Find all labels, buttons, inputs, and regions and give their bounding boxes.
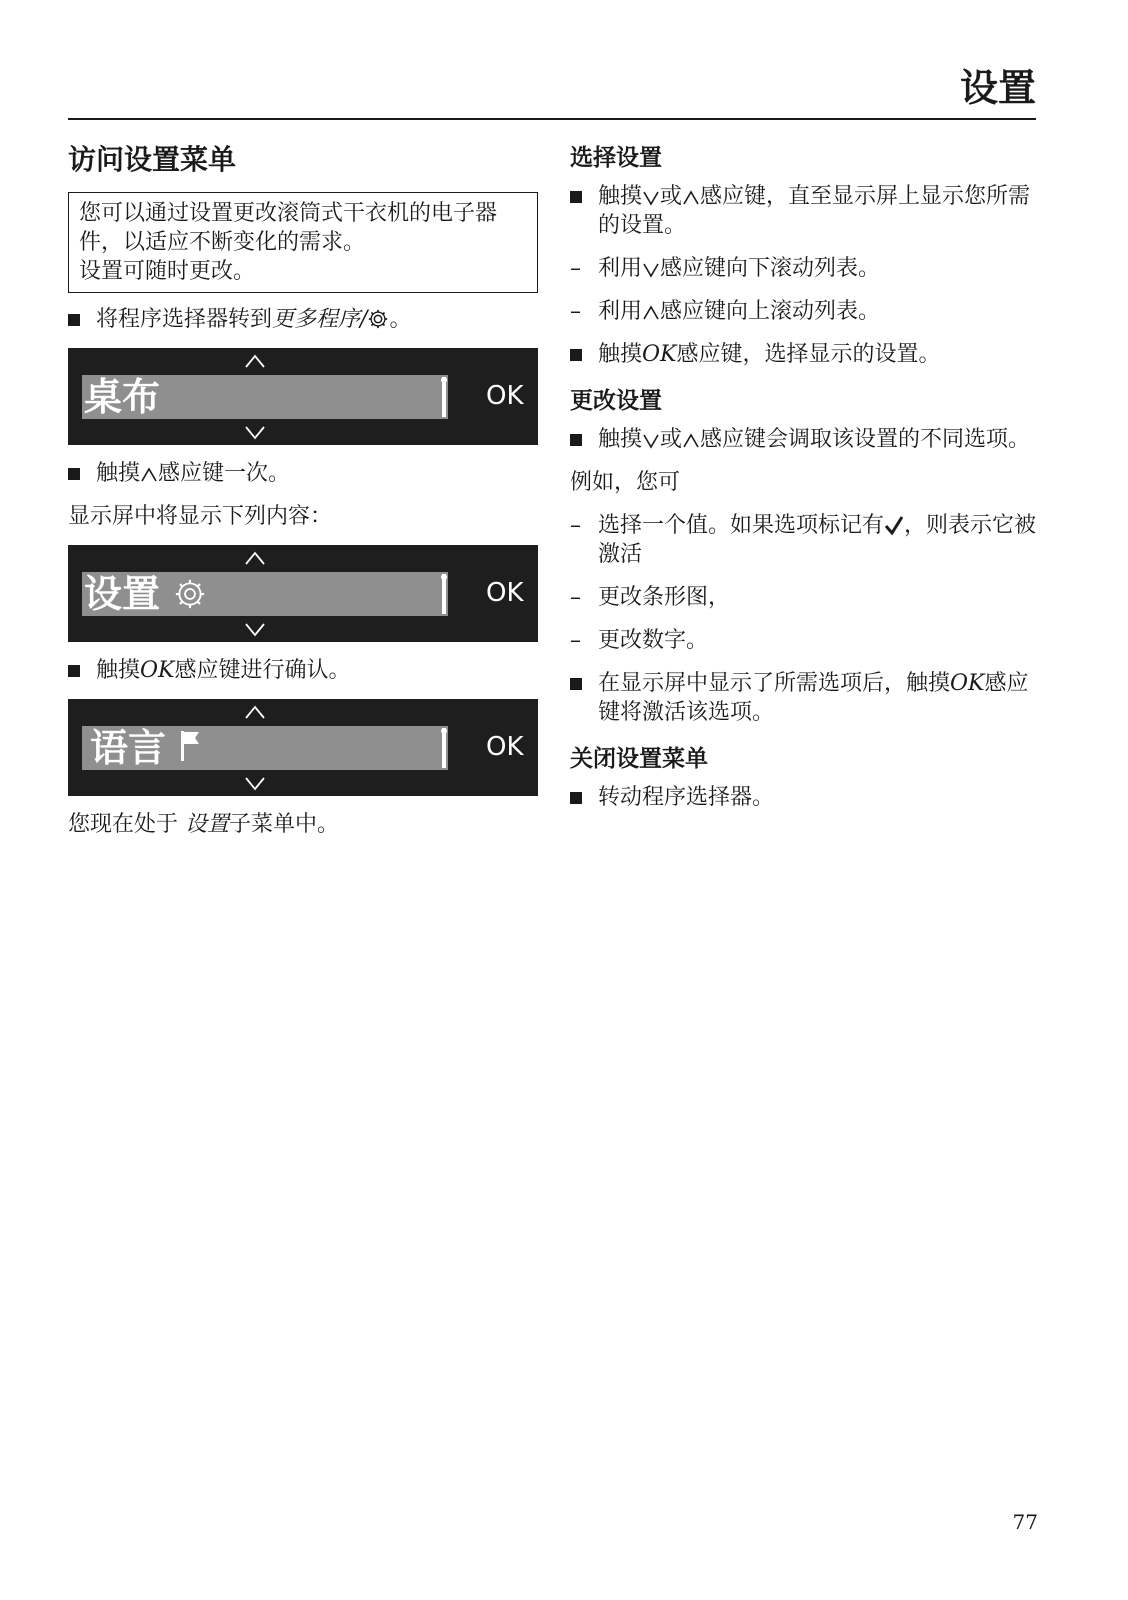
flag-icon: [179, 729, 203, 763]
display-text: 语言: [90, 724, 203, 772]
dash-marker: –: [570, 585, 581, 610]
gear-icon: [367, 308, 389, 330]
dash-change-number: – 更改数字。: [570, 628, 709, 653]
section-heading-change: 更改设置: [570, 388, 662, 414]
chevron-up-icon: [140, 466, 158, 484]
bullet-square: [570, 434, 582, 446]
page-number: 77: [1012, 1510, 1038, 1534]
dash-marker: –: [570, 299, 581, 324]
bullet-square: [68, 314, 80, 326]
step-touch-up-once: 触摸 感应键一次。: [68, 459, 538, 488]
dash-select-value: – 选择一个值。如果选项标记有 ，则表示它被激活: [570, 513, 1037, 567]
ok-button[interactable]: OK: [486, 381, 524, 411]
info-indicator-icon: [442, 728, 446, 768]
display-shows-text: 显示屏中将显示下列内容：: [68, 504, 333, 529]
bullet-square: [570, 191, 582, 203]
bullet-square: [570, 792, 582, 804]
gear-icon: [173, 577, 207, 611]
display-text: 设置: [84, 570, 207, 618]
bullet-square: [570, 349, 582, 361]
dash-marker: –: [570, 256, 581, 281]
section-heading-close: 关闭设置菜单: [570, 746, 708, 772]
dash-change-bar: – 更改条形图，: [570, 585, 731, 610]
chevron-down-icon[interactable]: [244, 623, 266, 637]
chevron-up-icon: [642, 304, 660, 322]
chevron-up-icon: [682, 432, 700, 450]
display-panel-tablecloth: [68, 348, 538, 445]
dash-scroll-up: – 利用 感应键向上滚动列表。: [570, 299, 881, 324]
step-recall-options: 触摸 或 感应键会调取该设置的不同选项。: [570, 425, 1040, 454]
display-panel-language: [68, 699, 538, 796]
chevron-down-icon: [642, 189, 660, 207]
left-column: [68, 140, 538, 853]
submenu-note: 您现在处于 设置子菜单中。: [68, 812, 340, 837]
display-text: 桌布: [84, 375, 161, 419]
info-note: [68, 192, 538, 293]
bullet-square: [68, 665, 80, 677]
chevron-down-icon[interactable]: [244, 426, 266, 440]
dash-marker: –: [570, 628, 581, 653]
chevron-up-icon[interactable]: [244, 705, 266, 719]
section-heading-access: 访问设置菜单: [68, 143, 237, 176]
step-turn-selector: 将程序选择器转到更多程序/ 。: [68, 305, 538, 334]
chevron-down-icon[interactable]: [244, 777, 266, 791]
step-touch-arrows: 触摸 或 感应键，直至显示屏上显示您所需的设置。: [570, 182, 1040, 240]
dash-scroll-down: – 利用 感应键向下滚动列表。: [570, 256, 881, 281]
info-indicator-icon: [442, 377, 446, 417]
chevron-up-icon: [682, 189, 700, 207]
checkmark-icon: [884, 514, 904, 536]
page-header: [68, 60, 1036, 120]
note-line-1: 您可以通过设置更改滚筒式干衣机的电子器件，以适应不断变化的需求。: [79, 201, 498, 255]
dash-marker: –: [570, 513, 581, 538]
ok-button[interactable]: OK: [486, 578, 524, 608]
note-line-2: 设置可随时更改。: [79, 259, 256, 284]
chevron-down-icon: [642, 432, 660, 450]
right-column: [570, 140, 1040, 826]
example-intro: 例如，您可: [570, 470, 681, 495]
ok-button[interactable]: OK: [486, 732, 524, 762]
step-select-ok: 触摸OK感应键，选择显示的设置。: [570, 340, 1040, 369]
step-turn-selector-close: 转动程序选择器。: [570, 783, 1040, 812]
section-heading-select: 选择设置: [570, 145, 662, 171]
bullet-square: [68, 468, 80, 480]
info-indicator-icon: [442, 574, 446, 614]
chevron-up-icon[interactable]: [244, 354, 266, 368]
bullet-square: [570, 678, 582, 690]
display-panel-settings: [68, 545, 538, 642]
page-title: 设置: [959, 66, 1036, 110]
step-activate-option: 在显示屏中显示了所需选项后，触摸OK感应键将激活该选项。: [570, 669, 1040, 727]
chevron-down-icon: [642, 261, 660, 279]
step-touch-ok: 触摸OK感应键进行确认。: [68, 656, 538, 685]
chevron-up-icon[interactable]: [244, 551, 266, 565]
